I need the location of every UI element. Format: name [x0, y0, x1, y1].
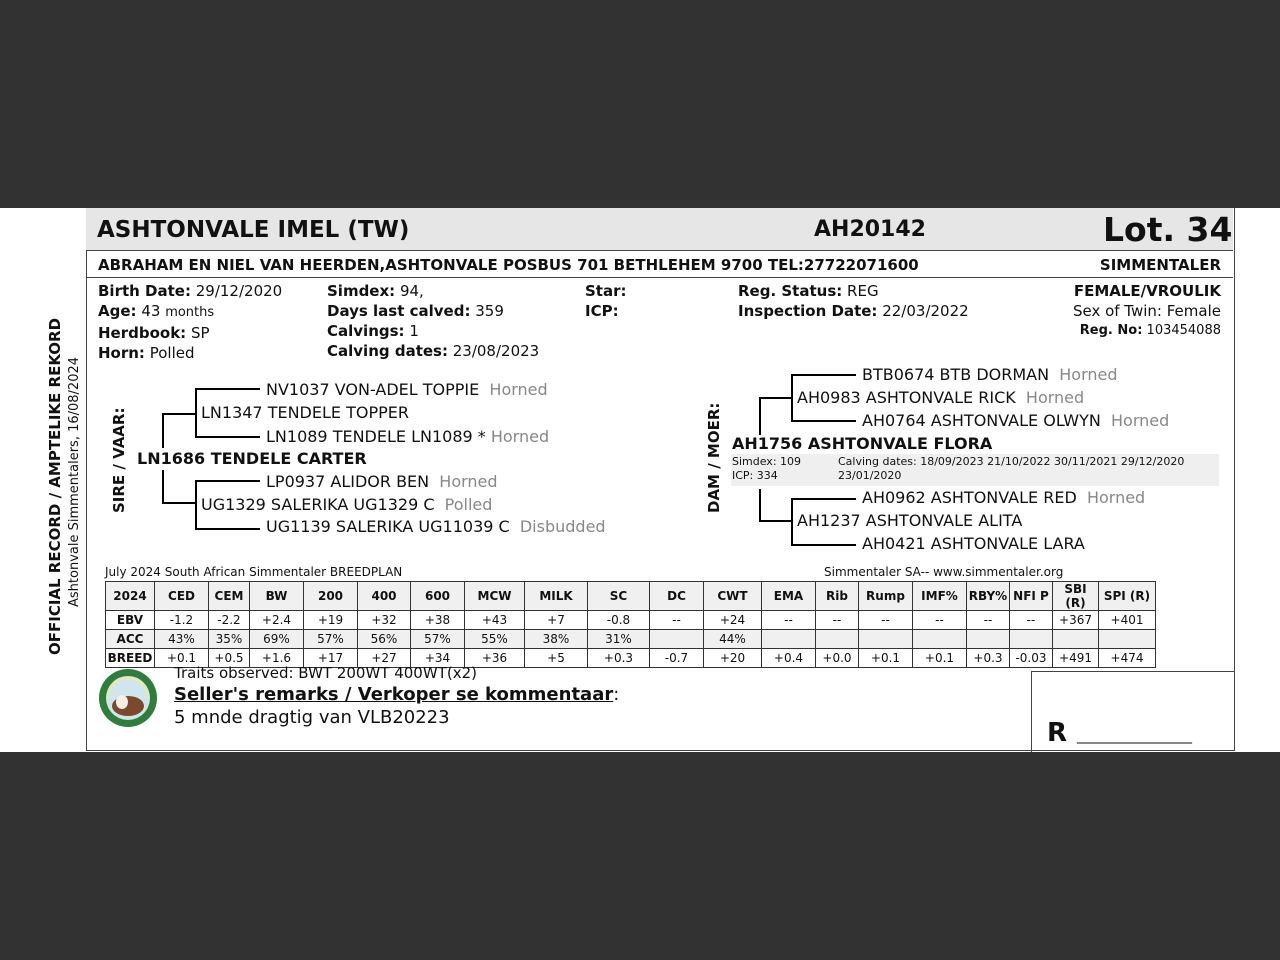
table-cell	[1010, 630, 1053, 649]
remarks-title: Seller's remarks / Verkoper se kommentaar:	[174, 684, 620, 705]
table-cell: +0.3	[588, 649, 650, 668]
sire-dam: UG1329 SALERIKA UG1329 C Polled	[201, 495, 493, 514]
table-cell: +0.4	[762, 649, 816, 668]
ebv-row	[106, 611, 1156, 630]
table-cell: +36	[465, 649, 525, 668]
dam-sire-dam: AH0764 ASHTONVALE OLWYN Horned	[862, 411, 1170, 430]
dam-calving-dates: Calving dates: 18/09/2023 21/10/2022 30/11/2021 29/12/2020 23/01/2020	[838, 455, 1185, 482]
table-cell: RBY%	[967, 582, 1010, 611]
sire-dam-dam: UG1139 SALERIKA UG11039 C Disbudded	[266, 517, 606, 536]
sire-label: SIRE / VAAR:	[110, 407, 128, 513]
table-cell: +0.1	[859, 649, 913, 668]
table-cell: -0.8	[588, 611, 650, 630]
table-cell: CEM	[209, 582, 250, 611]
birth-date: 29/12/2020	[195, 282, 283, 300]
table-cell	[913, 630, 967, 649]
table-cell: NFI P	[1010, 582, 1053, 611]
table-cell: +0.0	[816, 649, 859, 668]
header-row	[106, 582, 1156, 611]
table-cell: 69%	[250, 630, 304, 649]
dam-dam: AH1237 ASHTONVALE ALITA	[797, 511, 1023, 530]
table-cell: SBI (R)	[1053, 582, 1099, 611]
table-cell: 56%	[358, 630, 411, 649]
official-record-label: OFFICIAL RECORD / AMPTELIKE REKORD	[46, 317, 64, 655]
table-cell: +491	[1053, 649, 1099, 668]
table-cell: BW	[250, 582, 304, 611]
reg-no: 103454088	[1146, 323, 1221, 338]
dam: AH1756 ASHTONVALE FLORA	[732, 434, 993, 453]
table-cell: +401	[1099, 611, 1156, 630]
table-cell	[859, 630, 913, 649]
table-cell: +32	[358, 611, 411, 630]
table-cell: MILK	[525, 582, 588, 611]
table-cell	[967, 630, 1010, 649]
sire-sire-dam: LN1089 TENDELE LN1089 * Horned	[266, 427, 550, 446]
table-cell	[1053, 630, 1099, 649]
info-col-4: Reg. Status: REG Inspection Date: 22/03/2022	[738, 282, 969, 320]
lot-number: Lot. 34	[1103, 210, 1233, 249]
table-cell: BREED	[106, 649, 155, 668]
table-cell: +34	[411, 649, 465, 668]
dam-sire-sire: BTB0674 BTB DORMAN Horned	[862, 365, 1118, 384]
ebv-table	[105, 581, 1156, 668]
sire: LN1686 TENDELE CARTER	[137, 449, 367, 468]
table-cell: 400	[358, 582, 411, 611]
table-cell: SC	[588, 582, 650, 611]
table-cell: 43%	[155, 630, 209, 649]
table-cell: 600	[411, 582, 465, 611]
table-cell: +0.3	[967, 649, 1010, 668]
table-cell: +19	[304, 611, 358, 630]
table-cell: +0.1	[913, 649, 967, 668]
record-source: Ashtonvale Simmentalers, 16/08/2024	[67, 356, 82, 607]
traits-observed: Traits observed: BWT 200WT 400WT(x2)	[174, 664, 477, 682]
table-cell: CED	[155, 582, 209, 611]
table-cell: 55%	[465, 630, 525, 649]
table-cell: CWT	[704, 582, 762, 611]
table-cell: +0.1	[155, 649, 209, 668]
icp-label: ICP:	[585, 302, 619, 320]
table-cell: --	[762, 611, 816, 630]
table-cell: 2024	[106, 582, 155, 611]
table-cell: --	[859, 611, 913, 630]
table-cell: EBV	[106, 611, 155, 630]
sire-dam-sire: LP0937 ALIDOR BEN Horned	[266, 472, 498, 491]
breedplan-caption: July 2024 South African Simmentaler BREEDPLAN	[105, 565, 403, 579]
table-cell: IMF%	[913, 582, 967, 611]
table-cell: Rib	[816, 582, 859, 611]
table-cell: 31%	[588, 630, 650, 649]
table-cell	[650, 630, 704, 649]
animal-name: ASHTONVALE IMEL (TW)	[97, 217, 410, 243]
table-cell: --	[913, 611, 967, 630]
table-cell: --	[967, 611, 1010, 630]
table-cell	[1099, 630, 1156, 649]
table-cell: +0.5	[209, 649, 250, 668]
herdbook: SP	[190, 324, 210, 342]
calvings: 1	[409, 322, 419, 340]
breedplan-site: Simmentaler SA-- www.simmentaler.org	[824, 565, 1064, 579]
table-cell: ACC	[106, 630, 155, 649]
table-cell: 200	[304, 582, 358, 611]
info-col-right: FEMALE/VROULIK Sex of Twin: Female Reg. No: 103454088	[1072, 282, 1221, 338]
lot-card-page	[0, 208, 1280, 752]
table-cell: +24	[704, 611, 762, 630]
table-cell: +27	[358, 649, 411, 668]
table-cell: +474	[1099, 649, 1156, 668]
table-cell: +5	[525, 649, 588, 668]
table-cell: -0.7	[650, 649, 704, 668]
simdex: 94,	[399, 282, 424, 300]
age: 43	[141, 302, 161, 320]
table-cell: +1.6	[250, 649, 304, 668]
info-col-2: Simdex: 94, Days last calved: 359 Calvings: 1 Calving dates: 23/08/2023	[327, 282, 540, 360]
table-cell: +7	[525, 611, 588, 630]
dam-stats: Simdex: 109 ICP: 334	[732, 455, 802, 482]
sire-sire-sire: NV1037 VON-ADEL TOPPIE Horned	[266, 380, 548, 399]
table-cell: --	[816, 611, 859, 630]
star-label: Star:	[585, 282, 627, 300]
price-label: R	[1047, 718, 1068, 748]
days-last-calved: 359	[475, 302, 504, 320]
table-cell: Rump	[859, 582, 913, 611]
dam-sire: AH0983 ASHTONVALE RICK Horned	[797, 388, 1085, 407]
breed-society-logo	[98, 668, 158, 728]
twin-sex: Sex of Twin: Female	[1072, 302, 1221, 320]
table-cell: +20	[704, 649, 762, 668]
table-cell: EMA	[762, 582, 816, 611]
breed-name: SIMMENTALER	[1099, 256, 1221, 274]
table-cell: 38%	[525, 630, 588, 649]
remarks-text: 5 mnde dragtig van VLB20223	[174, 707, 450, 728]
price-line[interactable]: ___________________	[1077, 728, 1191, 744]
table-cell: -0.03	[1010, 649, 1053, 668]
table-cell: 44%	[704, 630, 762, 649]
table-cell: --	[650, 611, 704, 630]
table-cell: DC	[650, 582, 704, 611]
table-cell: -1.2	[155, 611, 209, 630]
table-cell	[762, 630, 816, 649]
dam-dam-sire: AH0962 ASHTONVALE RED Horned	[862, 488, 1146, 507]
sire-sire: LN1347 TENDELE TOPPER	[201, 403, 409, 422]
table-cell: SPI (R)	[1099, 582, 1156, 611]
info-col-1: Birth Date: 29/12/2020 Age: 43 months Herdbook: SP Horn: Polled	[98, 282, 283, 362]
inspection-date: 22/03/2022	[882, 302, 969, 320]
table-cell: +17	[304, 649, 358, 668]
dam-dam-dam: AH0421 ASHTONVALE LARA	[862, 534, 1085, 553]
reg-code: AH20142	[814, 217, 926, 242]
table-cell: 57%	[411, 630, 465, 649]
dam-label: DAM / MOER:	[705, 402, 723, 513]
horn: Polled	[149, 344, 195, 362]
table-cell: MCW	[465, 582, 525, 611]
acc-row	[106, 630, 1156, 649]
table-cell: 57%	[304, 630, 358, 649]
table-cell: +38	[411, 611, 465, 630]
owner-line: ABRAHAM EN NIEL VAN HEERDEN,ASHTONVALE POSBUS 701 BETHLEHEM 9700 TEL:27722071600	[98, 256, 919, 274]
table-cell: +367	[1053, 611, 1099, 630]
sex: FEMALE/VROULIK	[1073, 282, 1221, 300]
reg-status: REG	[847, 282, 879, 300]
table-cell: -2.2	[209, 611, 250, 630]
table-cell: 35%	[209, 630, 250, 649]
table-cell: +43	[465, 611, 525, 630]
calving-dates: 23/08/2023	[452, 342, 540, 360]
info-col-3	[585, 281, 627, 321]
table-cell: --	[1010, 611, 1053, 630]
table-cell	[816, 630, 859, 649]
table-cell: +2.4	[250, 611, 304, 630]
